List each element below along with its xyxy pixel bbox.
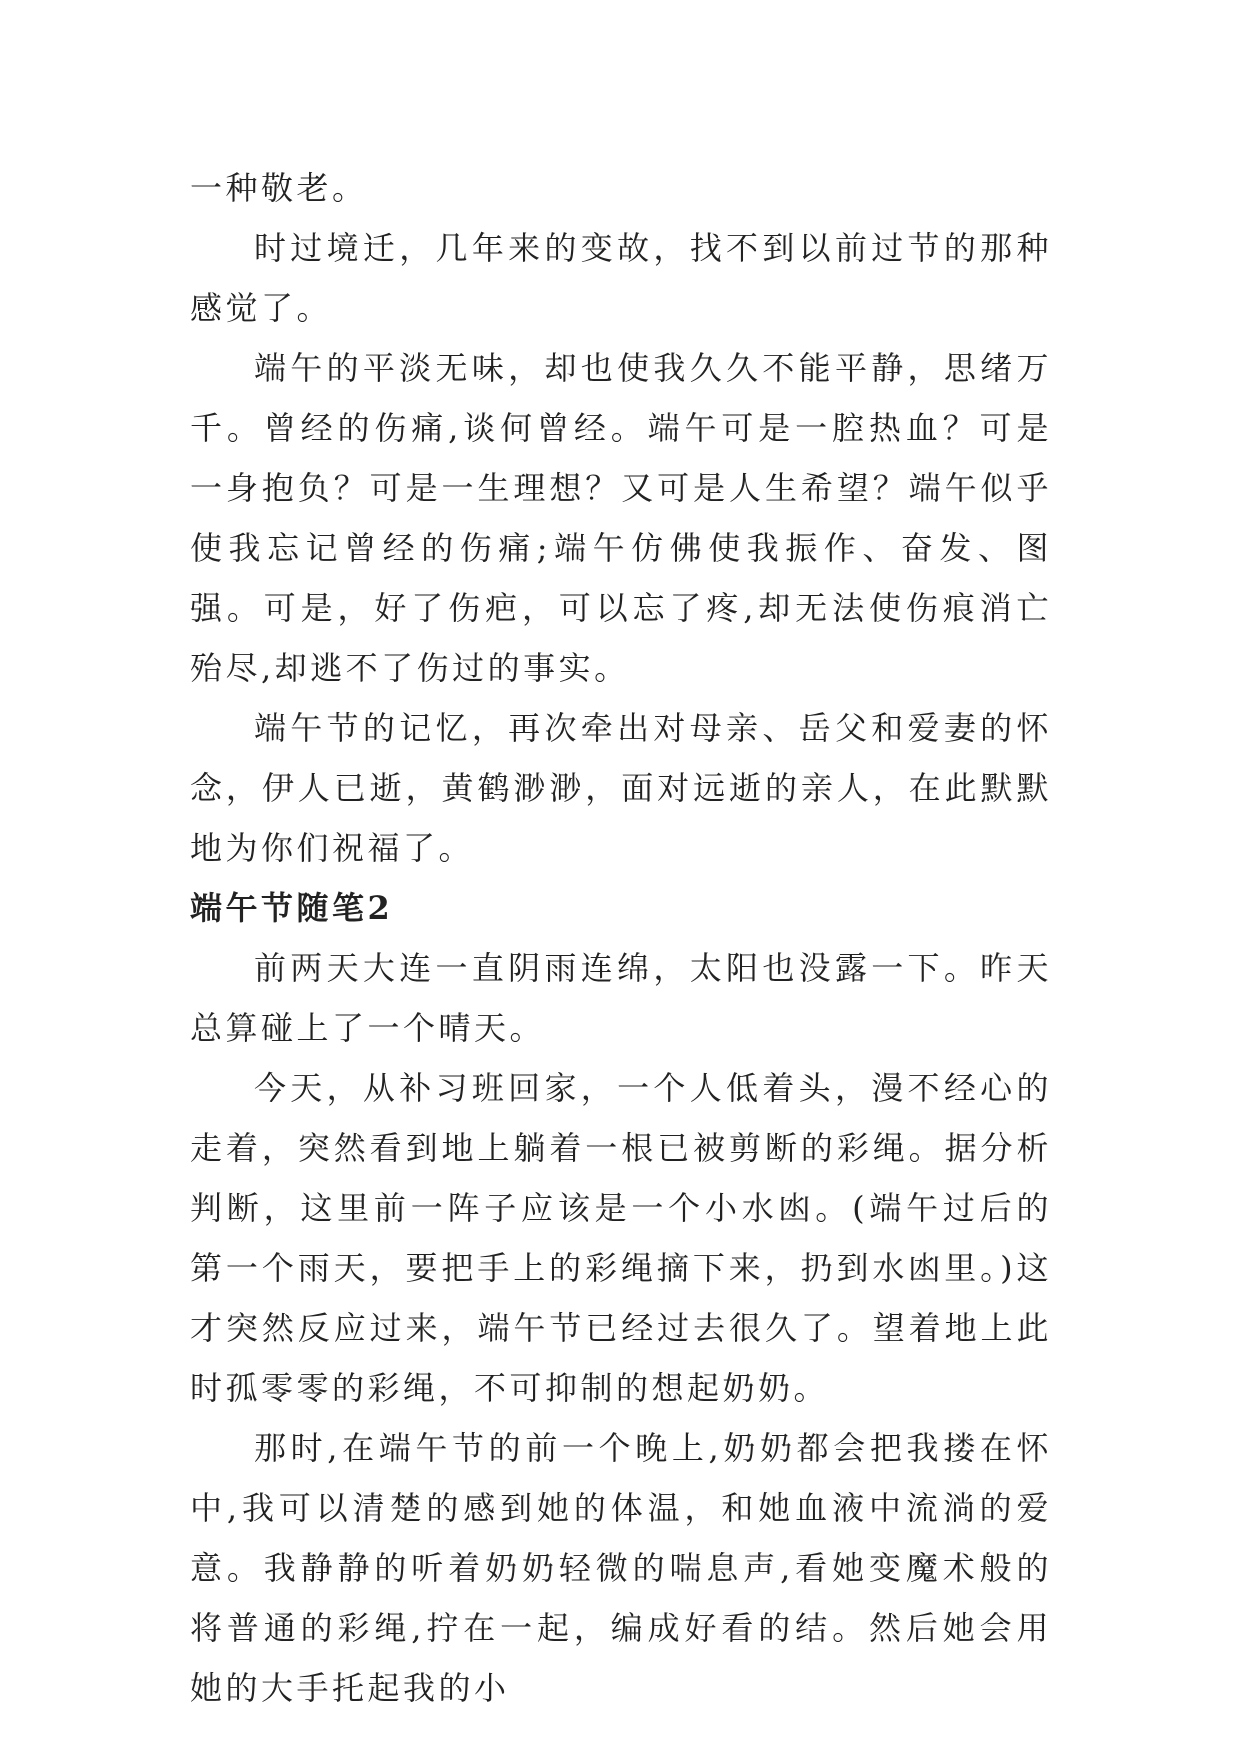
paragraph: 前两天大连一直阴雨连绵，太阳也没露一下。昨天总算碰上了一个晴天。 bbox=[190, 949, 1052, 1047]
section-heading: 端午节随笔2 bbox=[190, 889, 394, 927]
paragraph: 那时,在端午节的前一个晚上,奶奶都会把我搂在怀中,我可以清楚的感到她的体温，和她血液中流淌的爱意。我静静的听着奶奶轻微的喘息声,看她变魔术般的将普通的彩绳,拧在一起，编成好看的结。然后她会用她的大手托起我的小 bbox=[190, 1429, 1052, 1707]
paragraph: 一种敬老。 bbox=[190, 169, 368, 207]
paragraph: 今天，从补习班回家，一个人低着头，漫不经心的走着，突然看到地上躺着一根已被剪断的彩绳。据分析判断，这里前一阵子应该是一个小水凼。(端午过后的第一个雨天，要把手上的彩绳摘下来，扔到水凼里。)这才突然反应过来，端午节已经过去很久了。望着地上此时孤零零的彩绳，不可抑制的想起奶奶。 bbox=[190, 1069, 1052, 1407]
paragraph: 端午节的记忆，再次牵出对母亲、岳父和爱妻的怀念，伊人已逝，黄鹤渺渺，面对远逝的亲人，在此默默地为你们祝福了。 bbox=[190, 709, 1052, 867]
paragraph: 端午的平淡无味，却也使我久久不能平静，思绪万千。曾经的伤痛,谈何曾经。端午可是一腔热血？可是一身抱负？可是一生理想？又可是人生希望？端午似乎使我忘记曾经的伤痛;端午仿佛使我振作、奋发、图强。可是，好了伤疤，可以忘了疼,却无法使伤痕消亡殆尽,却逃不了伤过的事实。 bbox=[190, 349, 1052, 687]
document-body bbox=[190, 158, 1052, 1718]
paragraph: 时过境迁，几年来的变故，找不到以前过节的那种感觉了。 bbox=[190, 229, 1052, 327]
